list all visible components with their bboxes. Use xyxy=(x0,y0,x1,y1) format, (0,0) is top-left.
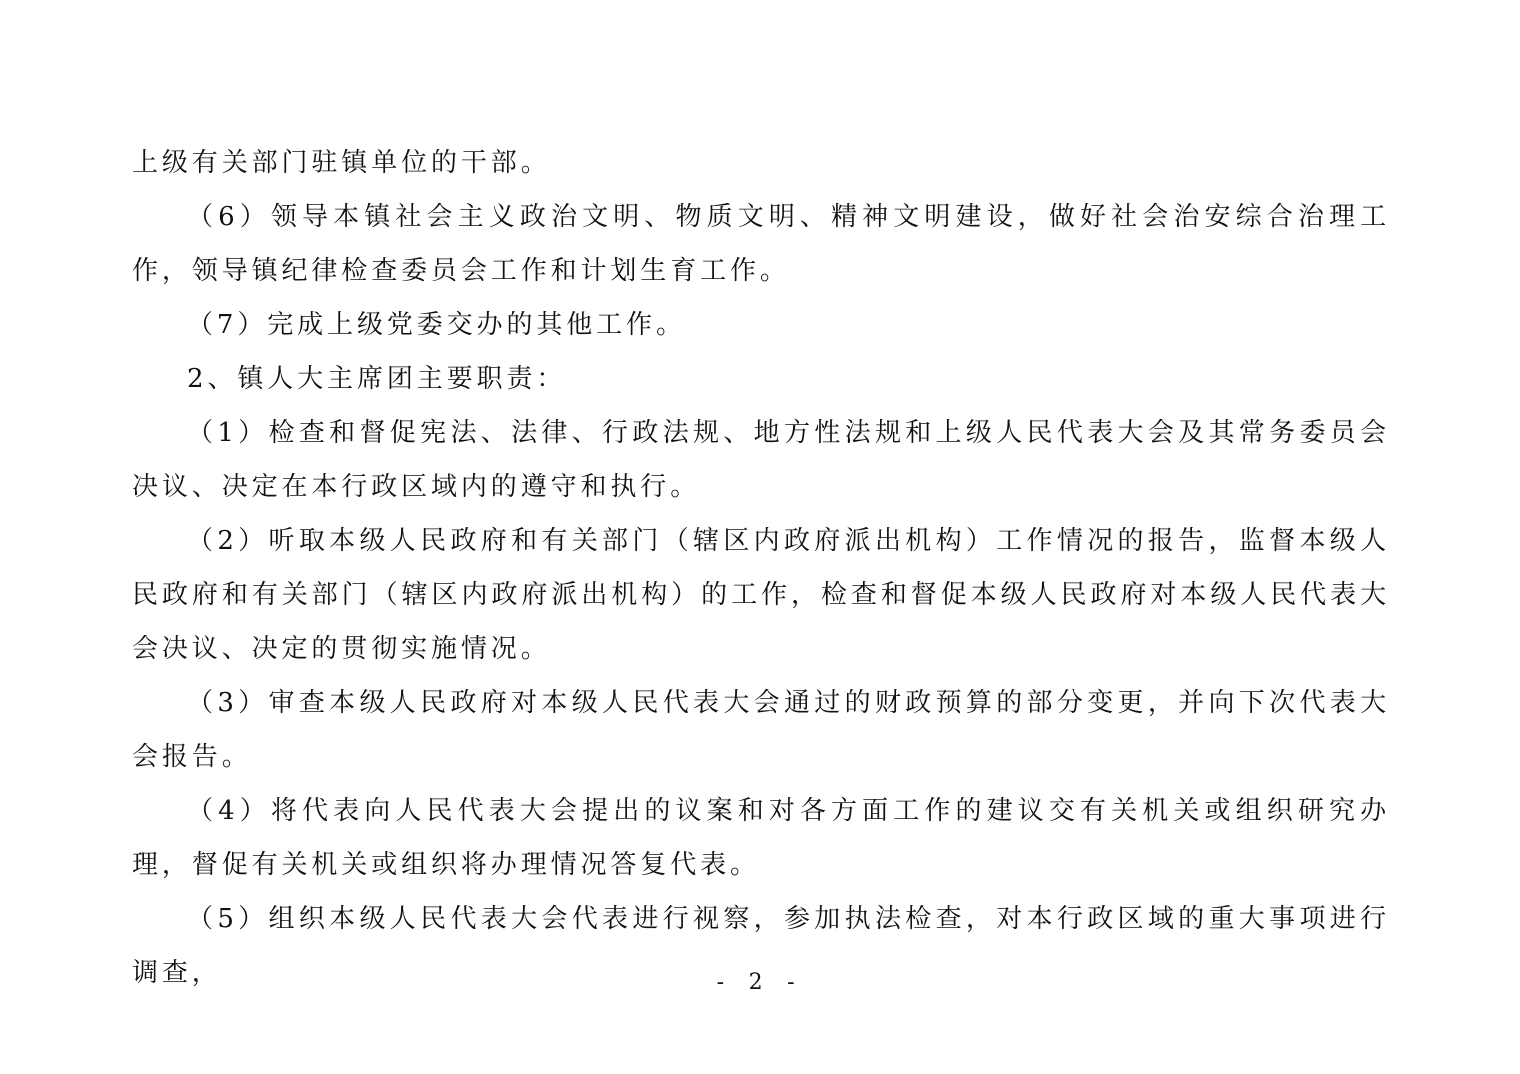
paragraph-item-3: （3）审查本级人民政府对本级人民代表大会通过的财政预算的部分变更，并向下次代表大会报告。 xyxy=(132,688,1390,772)
paragraph-item-1: （1）检查和督促宪法、法律、行政法规、地方性法规和上级人民代表大会及其常务委员会决议、决定在本行政区域内的遵守和执行。 xyxy=(132,418,1390,502)
paragraph-item-4: （4）将代表向人民代表大会提出的议案和对各方面工作的建议交有关机关或组织研究办理，督促有关机关或组织将办理情况答复代表。 xyxy=(132,796,1390,880)
document-body xyxy=(132,136,1390,1000)
paragraph-continuation: 上级有关部门驻镇单位的干部。 xyxy=(132,148,551,178)
paragraph-item-2: （2）听取本级人民政府和有关部门（辖区内政府派出机构）工作情况的报告，监督本级人民政府和有关部门（辖区内政府派出机构）的工作，检查和督促本级人民政府对本级人民代表大会决议、决定的贯彻实施情况。 xyxy=(132,526,1390,664)
section-heading-2: 2、镇人大主席团主要职责： xyxy=(187,364,567,394)
paragraph-item-5: （5）组织本级人民代表大会代表进行视察，参加执法检查，对本行政区域的重大事项进行调查， xyxy=(132,904,1390,988)
paragraph-item-6: （6）领导本镇社会主义政治文明、物质文明、精神文明建设，做好社会治安综合治理工作，领导镇纪律检查委员会工作和计划生育工作。 xyxy=(132,202,1390,286)
page-number: - 2 - xyxy=(716,970,804,995)
paragraph-item-7: （7）完成上级党委交办的其他工作。 xyxy=(187,310,686,340)
